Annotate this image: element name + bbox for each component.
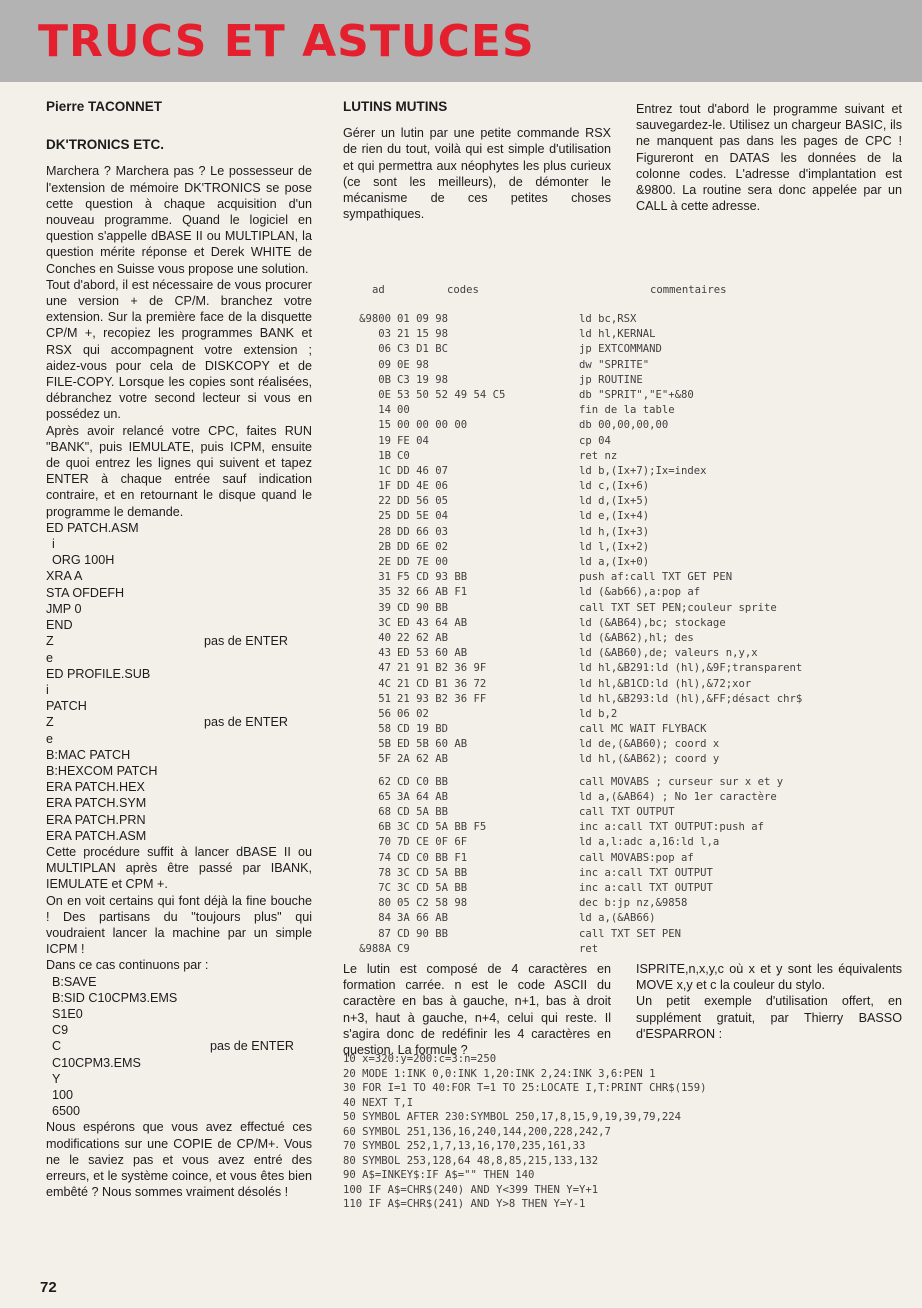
command-text: Z (46, 634, 54, 649)
asm-instruction: ld hl,&B293:ld (hl),&FF;désact chr$ (579, 692, 803, 705)
asm-address: &988A (359, 942, 391, 955)
asm-row (343, 404, 802, 419)
asm-instruction: ld b,(Ix+7);Ix=index (579, 464, 707, 477)
command-text: i (46, 682, 49, 697)
asm-row (343, 374, 802, 389)
asm-row (343, 526, 802, 541)
command-line (46, 714, 312, 730)
asm-bytes: 21 93 B2 36 FF (397, 692, 487, 705)
asm-instruction: ld (&AB64),bc; stockage (579, 616, 726, 629)
asm-bytes: 21 91 B2 36 9F (397, 662, 487, 675)
asm-address: 39 (378, 601, 391, 614)
command-line (46, 633, 312, 649)
basic-line: 60 SYMBOL 251,136,16,240,144,200,228,242,7 (343, 1125, 611, 1138)
asm-bytes: 3A 66 AB (397, 912, 449, 925)
asm-address: 03 (378, 328, 391, 341)
asm-instruction: ld a,(&AB64) ; No 1er caractère (579, 790, 777, 803)
section-heading-lutins: LUTINS MUTINS (343, 99, 448, 114)
command-line (46, 763, 312, 779)
asm-address: 25 (378, 510, 391, 523)
column-right-intro (636, 101, 902, 214)
asm-instruction: inc a:call TXT OUTPUT (579, 866, 713, 879)
asm-row (343, 510, 802, 525)
command-line (46, 1103, 312, 1119)
asm-instruction: ld (&AB62),hl; des (579, 631, 694, 644)
command-line (46, 666, 312, 682)
command-text: ERA PATCH.SYM (46, 796, 147, 811)
asm-bytes: 21 CD B1 36 72 (397, 677, 487, 690)
asm-instruction: ld (&ab66),a:pop af (579, 586, 701, 599)
basic-line: 10 x=320:y=200:c=3:n=250 (343, 1053, 497, 1065)
asm-instruction: ld a,(&AB66) (579, 912, 656, 925)
command-text: ERA PATCH.PRN (46, 812, 146, 827)
asm-row (343, 571, 802, 586)
command-text: C (52, 1039, 62, 1054)
asm-bytes: DD 4E 06 (397, 480, 449, 493)
asm-bytes: 0E 98 (397, 358, 429, 371)
basic-listing (343, 1052, 707, 1212)
asm-instruction: call TXT SET PEN;couleur sprite (579, 601, 777, 614)
command-line (46, 1006, 312, 1022)
asm-instruction: jp EXTCOMMAND (579, 343, 662, 356)
asm-instruction: call MOVABS ; curseur sur x et y (579, 775, 784, 788)
command-text: Z (46, 715, 54, 730)
asm-address: 70 (378, 836, 391, 849)
asm-instruction: ret nz (579, 449, 618, 462)
paragraph: Marchera ? Marchera pas ? Le possesseur de l'extension de mémoire DK'TRONICS se pose cette question à chaque acquisition d'un nouveau programme. Quand le logiciel en question s'appelle dBASE II ou MULTIPLAN, la question mérite réponse et Derek WHITE de Conches en Suisse vous propose une solution. (46, 164, 312, 276)
asm-bytes: CD 90 BB (397, 601, 449, 614)
command-note: pas de ENTER (204, 634, 288, 649)
asm-instruction: ld d,(Ix+5) (579, 495, 650, 508)
asm-address: 09 (378, 358, 391, 371)
asm-bytes: 01 09 98 (397, 313, 449, 325)
command-text: 6500 (52, 1104, 81, 1119)
command-line (46, 650, 312, 666)
asm-row (343, 738, 802, 753)
asm-address: 14 (378, 404, 391, 417)
asm-instruction: ld l,(Ix+2) (579, 540, 650, 553)
command-line (46, 568, 312, 584)
command-text: B:HEXCOM PATCH (46, 763, 158, 778)
asm-row (343, 313, 802, 328)
basic-line: 70 SYMBOL 252,1,7,13,16,170,235,161,33 (343, 1140, 586, 1152)
command-text: B:SAVE (52, 974, 97, 989)
paragraph: Gérer un lutin par une petite commande RSX de rien du tout, voilà qui est simple d'utilisation et qui permettra aux néophytes les plus curieux (ce sont les meilleurs), de démonter le mécanisme de ces petites choses sympathiques. (343, 126, 611, 222)
asm-row (343, 480, 802, 495)
section-heading-dktronics: DK'TRONICS ETC. (46, 137, 164, 153)
asm-header-comments: commentaires (650, 284, 727, 296)
asm-row (343, 495, 802, 510)
command-text: ORG 100H (52, 553, 115, 568)
asm-bytes: CD 19 BD (397, 723, 449, 736)
command-line (46, 747, 312, 763)
asm-bytes: CD 5A BB (397, 806, 449, 818)
column-middle-intro (343, 99, 611, 222)
command-text: PATCH (46, 699, 87, 714)
command-text: C10CPM3.EMS (52, 1055, 141, 1070)
asm-row (343, 647, 802, 662)
asm-row (343, 912, 802, 927)
asm-instruction: ld h,(Ix+3) (579, 525, 650, 538)
command-note: pas de ENTER (204, 715, 288, 730)
asm-row (343, 836, 802, 851)
page-title: TRUCS ET ASTUCES (38, 16, 535, 67)
paragraph: Entrez tout d'abord le programme suivant et sauvegardez-le. Utilisez un chargeur BASIC, ils ne manquent pas dans les pages de CPC ! Figureront en DATAS les données de la colonne codes. L'adresse d'implantation est &9800. La routine sera donc appelée par un CALL à cette adresse. (636, 102, 902, 214)
asm-bytes: DD 6E 02 (397, 540, 449, 553)
command-text: Y (52, 1071, 61, 1086)
asm-row (343, 328, 802, 343)
asm-address: 62 (378, 775, 391, 788)
asm-instruction: call MC WAIT FLYBACK (579, 723, 707, 736)
asm-instruction: ret (579, 942, 599, 955)
asm-address: 58 (378, 723, 391, 736)
basic-line: 30 FOR I=1 TO 40:FOR T=1 TO 25:LOCATE I,T:PRINT CHR$(159) (343, 1082, 707, 1094)
asm-instruction: ld hl,KERNAL (579, 328, 656, 341)
command-line (46, 731, 312, 747)
asm-row (343, 693, 802, 708)
command-text: ERA PATCH.ASM (46, 828, 147, 843)
command-line (46, 1022, 312, 1038)
asm-bytes: 00 00 00 00 (397, 419, 468, 432)
asm-instruction: ld hl,&B1CD:ld (hl),&72;xor (579, 677, 752, 690)
command-text: e (46, 650, 54, 665)
asm-address: 35 (378, 586, 391, 599)
basic-line: 40 NEXT T,I (343, 1096, 414, 1109)
asm-address: 7C (378, 881, 391, 894)
paragraph: Cette procédure suffit à lancer dBASE II ou MULTIPLAN après être passé par IBANK, IEMULATE et CPM +. (46, 844, 312, 892)
asm-row (343, 769, 802, 791)
paragraph: On en voit certains qui font déjà la fine bouche ! Des partisans du "toujours plus" qui voudraient lancer la machine par un simple ICPM ! (46, 893, 312, 957)
asm-address: 78 (378, 866, 391, 879)
asm-bytes: 2A 62 AB (397, 753, 449, 766)
asm-row (343, 867, 802, 882)
command-text: ED PATCH.ASM (46, 520, 139, 535)
asm-address: 84 (378, 912, 391, 925)
command-text: ERA PATCH.HEX (46, 780, 145, 795)
asm-bytes: 06 02 (397, 707, 429, 720)
command-listing-sid (46, 974, 312, 1120)
asm-instruction: ld hl,&B291:ld (hl),&9F;transparent (579, 662, 803, 675)
asm-row (343, 602, 802, 617)
command-text: XRA A (46, 569, 83, 584)
asm-bytes: 7D CE 0F 6F (397, 836, 468, 849)
asm-bytes: DD 56 05 (397, 495, 449, 508)
command-text: STA OFDEFH (46, 585, 125, 600)
asm-instruction: call TXT SET PEN (579, 927, 682, 940)
asm-address: 43 (378, 647, 391, 660)
asm-bytes: CD 90 BB (397, 927, 449, 940)
asm-address: 80 (378, 897, 391, 910)
command-text: e (46, 731, 54, 746)
asm-address: 3C (378, 616, 391, 629)
asm-bytes: 3C CD 5A BB (397, 866, 468, 879)
asm-address: &9800 (359, 313, 391, 325)
basic-line: 110 IF A$=CHR$(241) AND Y>8 THEN Y=Y-1 (343, 1198, 586, 1210)
asm-address: 06 (378, 343, 391, 356)
asm-row (343, 897, 802, 912)
sprite-usage (636, 961, 902, 1042)
asm-row (343, 617, 802, 632)
asm-instruction: call TXT OUTPUT (579, 806, 675, 818)
command-line (46, 617, 312, 633)
asm-address: 5F (378, 753, 391, 766)
asm-address: 2E (378, 556, 391, 568)
command-note: pas de ENTER (210, 1039, 294, 1054)
basic-line: 80 SYMBOL 253,128,64 48,8,85,215,133,132 (343, 1154, 599, 1167)
command-text: C9 (52, 1023, 69, 1038)
asm-bytes: 00 (397, 404, 410, 417)
basic-line: 100 IF A$=CHR$(240) AND Y<399 THEN Y=Y+1 (343, 1183, 599, 1196)
command-text: 100 (52, 1087, 74, 1102)
command-line (46, 520, 312, 536)
asm-bytes: 3A 64 AB (397, 790, 449, 803)
paragraph: Un petit exemple d'utilisation offert, en supplément gratuit, par Thierry BASSO d'ESPARRON : (636, 994, 902, 1041)
asm-address: 0B (378, 373, 391, 386)
column-left (46, 99, 312, 1200)
command-text: ED PROFILE.SUB (46, 666, 151, 681)
asm-instruction: ld (&AB60),de; valeurs n,y,x (579, 647, 758, 660)
command-text: S1E0 (52, 1006, 83, 1021)
asm-address: 1C (378, 464, 391, 477)
command-line (46, 779, 312, 795)
asm-row (343, 662, 802, 677)
asm-bytes: 53 50 52 49 54 C5 (397, 388, 506, 401)
asm-address: 4C (378, 677, 391, 690)
asm-bytes: C3 19 98 (397, 373, 449, 386)
basic-line: 50 SYMBOL AFTER 230:SYMBOL 250,17,8,15,9,19,39,79,224 (343, 1111, 682, 1123)
command-line (46, 585, 312, 601)
command-line (46, 698, 312, 714)
asm-header-addr: ad (372, 284, 385, 296)
asm-bytes: DD 46 07 (397, 464, 449, 477)
asm-address: 28 (378, 525, 391, 538)
asm-address: 87 (378, 927, 391, 940)
asm-instruction: cp 04 (579, 434, 611, 447)
basic-line: 20 MODE 1:INK 0,0:INK 1,20:INK 2,24:INK 3,6:PEN 1 (343, 1067, 656, 1080)
command-line (46, 1038, 312, 1054)
command-text: END (46, 618, 73, 633)
asm-instruction: dw "SPRITE" (579, 358, 650, 371)
asm-address: 47 (378, 662, 391, 675)
command-text: B:MAC PATCH (46, 747, 131, 762)
asm-bytes: 22 62 AB (397, 631, 449, 644)
asm-bytes: 21 15 98 (397, 328, 449, 341)
asm-address: 65 (378, 790, 391, 803)
asm-address: 1B (378, 449, 391, 462)
asm-instruction: jp ROUTINE (579, 373, 643, 386)
asm-row (343, 806, 802, 821)
paragraph: Après avoir relancé votre CPC, faites RUN "BANK", puis IEMULATE, puis ICPM, ensuite de quoi entrez les lignes qui suivent et tapez ENTER à chaque entrée sauf indication contraire, et en retournant le disque quand le programme le demande. (46, 423, 312, 519)
command-text: B:SID C10CPM3.EMS (52, 990, 178, 1005)
paragraph: Dans ce cas continuons par : (46, 958, 209, 973)
asm-row (343, 678, 802, 693)
asm-bytes: C3 D1 BC (397, 343, 449, 356)
asm-address: 19 (378, 434, 391, 447)
asm-address: 15 (378, 419, 391, 432)
command-line (46, 536, 312, 552)
asm-row (343, 359, 802, 374)
asm-instruction: call MOVABS:pop af (579, 851, 694, 864)
asm-row (343, 791, 802, 806)
command-listing-patch (46, 520, 312, 844)
asm-bytes: CD C0 BB F1 (397, 851, 468, 864)
command-line (46, 812, 312, 828)
asm-address: 6B (378, 821, 391, 834)
command-line (46, 974, 312, 990)
asm-header-codes: codes (447, 284, 479, 296)
asm-instruction: ld e,(Ix+4) (579, 510, 650, 523)
asm-instruction: ld c,(Ix+6) (579, 480, 650, 493)
asm-address: 56 (378, 707, 391, 720)
asm-row (343, 708, 802, 723)
command-line (46, 1071, 312, 1087)
asm-bytes: C9 (397, 942, 410, 955)
asm-instruction: ld b,2 (579, 707, 618, 720)
asm-address: 40 (378, 631, 391, 644)
asm-bytes: ED 5B 60 AB (397, 738, 468, 751)
asm-bytes: C0 (397, 449, 410, 462)
asm-address: 1F (378, 480, 391, 493)
asm-address: 2B (378, 540, 391, 553)
paragraph: ISPRITE,n,x,y,c où x et y sont les équivalents MOVE x,y et c la couleur du stylo. (636, 962, 902, 993)
command-line (46, 1055, 312, 1071)
asm-bytes: CD C0 BB (397, 775, 449, 788)
asm-instruction: ld de,(&AB60); coord x (579, 738, 720, 751)
command-line (46, 828, 312, 844)
command-text: i (52, 537, 55, 552)
asm-address: 31 (378, 571, 391, 584)
command-line (46, 682, 312, 698)
paragraph: Le lutin est composé de 4 caractères en formation carrée. n est le code ASCII du caractère en bas à gauche, n+1, bas à droit n+3, haut à gauche, n+4, celui qui reste. Il s'agira donc de redéfinir les 4 caractères en question. La formule ? (343, 962, 611, 1058)
asm-instruction: inc a:call TXT OUTPUT:push af (579, 821, 764, 834)
asm-row (343, 465, 802, 480)
asm-row (343, 435, 802, 450)
asm-address: 5B (378, 738, 391, 751)
asm-address: 74 (378, 851, 391, 864)
basic-line: 90 A$=INKEY$:IF A$="" THEN 140 (343, 1169, 535, 1181)
command-line (46, 552, 312, 568)
asm-row (343, 450, 802, 465)
lutin-explanation (343, 961, 611, 1058)
asm-row (343, 723, 802, 738)
command-line (46, 1087, 312, 1103)
asm-bytes: DD 7E 00 (397, 556, 449, 568)
asm-row (343, 882, 802, 897)
author-name: Pierre TACONNET (46, 99, 163, 114)
asm-row (343, 541, 802, 556)
asm-bytes: DD 5E 04 (397, 510, 449, 523)
asm-row (343, 943, 802, 958)
asm-address: 0E (378, 388, 391, 401)
asm-address: 51 (378, 692, 391, 705)
asm-row (343, 343, 802, 358)
asm-address: 22 (378, 495, 391, 508)
asm-bytes: 32 66 AB F1 (397, 586, 468, 599)
asm-row (343, 556, 802, 571)
asm-row (343, 821, 802, 836)
page-number: 72 (40, 1279, 57, 1296)
asm-instruction: fin de la table (579, 404, 675, 417)
asm-instruction: inc a:call TXT OUTPUT (579, 881, 713, 894)
asm-instruction: ld hl,(&AB62); coord y (579, 753, 720, 766)
command-text: JMP 0 (46, 601, 82, 616)
asm-row (343, 389, 802, 404)
asm-bytes: ED 43 64 AB (397, 616, 468, 629)
asm-bytes: DD 66 03 (397, 525, 449, 538)
asm-instruction: ld a,(Ix+0) (579, 556, 650, 568)
asm-bytes: FE 04 (397, 434, 429, 447)
asm-instruction: dec b:jp nz,&9858 (579, 897, 688, 910)
asm-bytes: 05 C2 58 98 (397, 897, 468, 910)
asm-row (343, 753, 802, 768)
asm-bytes: 3C CD 5A BB (397, 881, 468, 894)
asm-row (343, 928, 802, 943)
asm-address: 68 (378, 806, 391, 818)
asm-row (343, 852, 802, 867)
asm-instruction: db "SPRIT","E"+&80 (579, 388, 694, 401)
command-line (46, 601, 312, 617)
asm-instruction: push af:call TXT GET PEN (579, 571, 733, 584)
asm-row (343, 586, 802, 601)
asm-bytes: F5 CD 93 BB (397, 571, 468, 584)
asm-row (343, 632, 802, 647)
asm-instruction: db 00,00,00,00 (579, 419, 669, 432)
assembly-listing (343, 313, 802, 958)
asm-bytes: 3C CD 5A BB F5 (397, 821, 487, 834)
asm-bytes: ED 53 60 AB (397, 647, 468, 660)
paragraph: Nous espérons que vous avez effectué ces modifications sur une COPIE de CP/M+. Vous ne le saviez pas et vous avez entré des erreurs, et le système coince, et vous êtes bien embêté ? Nous sommes vraiment désolés ! (46, 1120, 312, 1200)
command-line (46, 795, 312, 811)
paragraph: Tout d'abord, il est nécessaire de vous procurer une version + de CP/M. branchez votre extension. Sur la première face de la disquette CP/M +, recopiez les programmes BANK et RSX qui accompagnent votre extension ; aidez-vous pour cela de DISKCOPY et de FILE-COPY. Lorsque les copies sont réalisées, débranchez votre second lecteur si vous en possédez un. (46, 277, 312, 422)
asm-instruction: ld a,l:adc a,16:ld l,a (579, 836, 720, 849)
command-line (46, 990, 312, 1006)
asm-instruction: ld bc,RSX (579, 313, 637, 325)
asm-row (343, 419, 802, 434)
